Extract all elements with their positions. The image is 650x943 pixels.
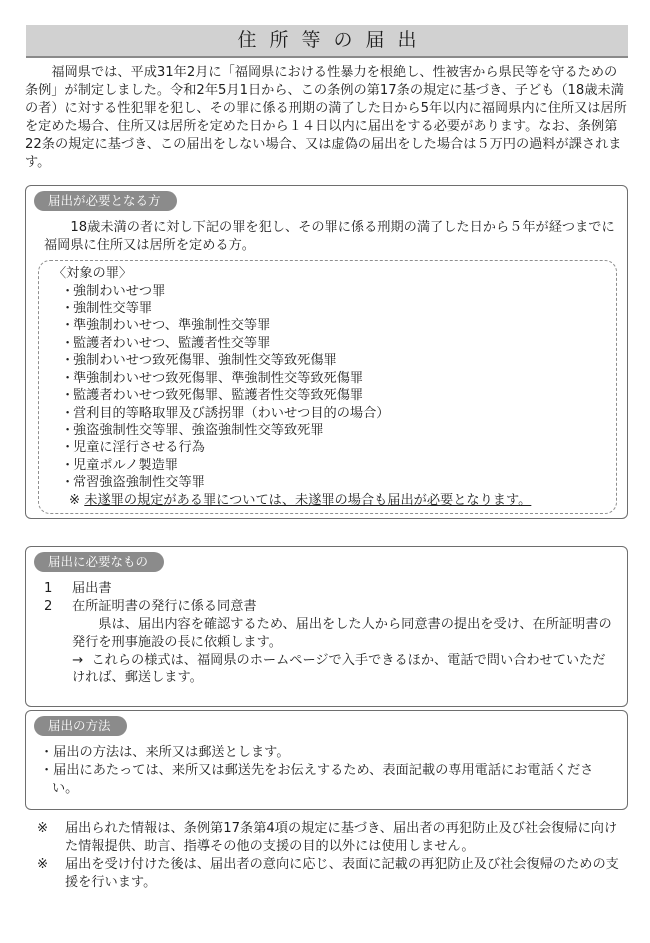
intro-text: 福岡県では、平成31年2月に「福岡県における性暴力を根絶し、性被害から県民等を守るための条例」が制定しました。令和2年5月1日から、この条例の第17条の規定に基づき、子ども（18歳未満の者）に対する性犯罪を犯し、その罪に係る刑期の満了した日から5年以内に福岡県内に住所又は居所を定めた場合、住所又は居所を定めた日から１４日以内に届出をする必要があります。なお、条例第22条の規定に基づき、この届出をしない場合、又は虚偽の届出をした場合は５万円の過料が課されます。 <box>25 65 627 170</box>
list-item: 2 在所証明書の発行に係る同意書 <box>44 598 257 614</box>
consent-description: 県は、届出内容を確認するため、届出をした人から同意書の提出を受け、在所証明書の発行を刑事施設の長に依頼します。 <box>72 616 612 650</box>
crimes-list <box>53 283 616 492</box>
crimes-box <box>38 260 617 514</box>
list-item: ・準強制わいせつ致死傷罪、準強制性交等致死傷罪 <box>61 370 364 386</box>
note-text: 未遂罪の規定がある罪については、未遂罪の場合も届出が必要となります。 <box>84 492 532 508</box>
crimes-heading: 〈対象の罪〉 <box>53 265 133 281</box>
page <box>0 25 650 943</box>
footnote: ※ 届出を受け付けた後は、届出者の意向に応じ、表面に記載の再犯防止及び社会復帰のための支援を行います。 <box>37 856 619 890</box>
section-label: 届出の方法 <box>34 716 127 736</box>
arrow-icon: → <box>72 652 84 668</box>
footnotes <box>37 820 628 892</box>
list-item: ・監護者わいせつ、監護者性交等罪 <box>61 335 271 351</box>
title-banner <box>26 25 628 58</box>
list-item: ・届出の方法は、来所又は郵送とします。 <box>40 744 290 760</box>
intro-paragraph <box>25 64 628 172</box>
list-item: ・強制性交等罪 <box>61 301 153 317</box>
note-mark: ※ <box>69 492 81 508</box>
section-how-to-file <box>25 710 628 810</box>
list-item: ・強制わいせつ罪 <box>61 283 166 299</box>
footnote: ※ 届出られた情報は、条例第17条第4項の規定に基づき、届出者の再犯防止及び社会復帰に向けた情報提供、助言、指導その他の支援の目的以外には使用しません。 <box>37 820 618 854</box>
list-item: ・監護者わいせつ致死傷罪、監護者性交等致死傷罪 <box>61 388 364 404</box>
section-lead: 18歳未満の者に対し下記の罪を犯し、その罪に係る刑期の満了した日から５年が経つまでに福岡県に住所又は居所を定める方。 <box>44 219 615 253</box>
list-item: ・強制わいせつ致死傷罪、強制性交等致死傷罪 <box>61 353 337 369</box>
page-title: 住所等の届出 <box>237 28 430 51</box>
list-item: ・児童ポルノ製造罪 <box>61 457 178 473</box>
section-required-items <box>25 546 628 707</box>
forms-note: → これらの様式は、福岡県のホームページで入手できるほか、電話で問い合わせていただければ、郵送します。 <box>72 652 606 686</box>
list-item: ・届出にあたっては、来所又は郵送先をお伝えするため、表面記載の専用電話にお電話ください。 <box>40 762 594 796</box>
list-item: ・強盗強制性交等罪、強盗強制性交等致死罪 <box>61 422 324 438</box>
list-item: ・児童に淫行させる行為 <box>61 440 205 456</box>
section-who-must-file <box>25 185 628 519</box>
list-item: ・準強制わいせつ、準強制性交等罪 <box>61 318 271 334</box>
section-label: 届出に必要なもの <box>34 552 164 572</box>
list-item: ・営利目的等略取罪及び誘拐罪（わいせつ目的の場合） <box>61 405 390 421</box>
method-list <box>40 744 613 798</box>
attempt-note <box>69 492 616 510</box>
list-item: ・常習強盗強制性交等罪 <box>61 475 205 491</box>
section-label: 届出が必要となる方 <box>34 191 177 211</box>
list-item: 1 届出書 <box>44 580 112 596</box>
required-items-body <box>44 580 615 688</box>
